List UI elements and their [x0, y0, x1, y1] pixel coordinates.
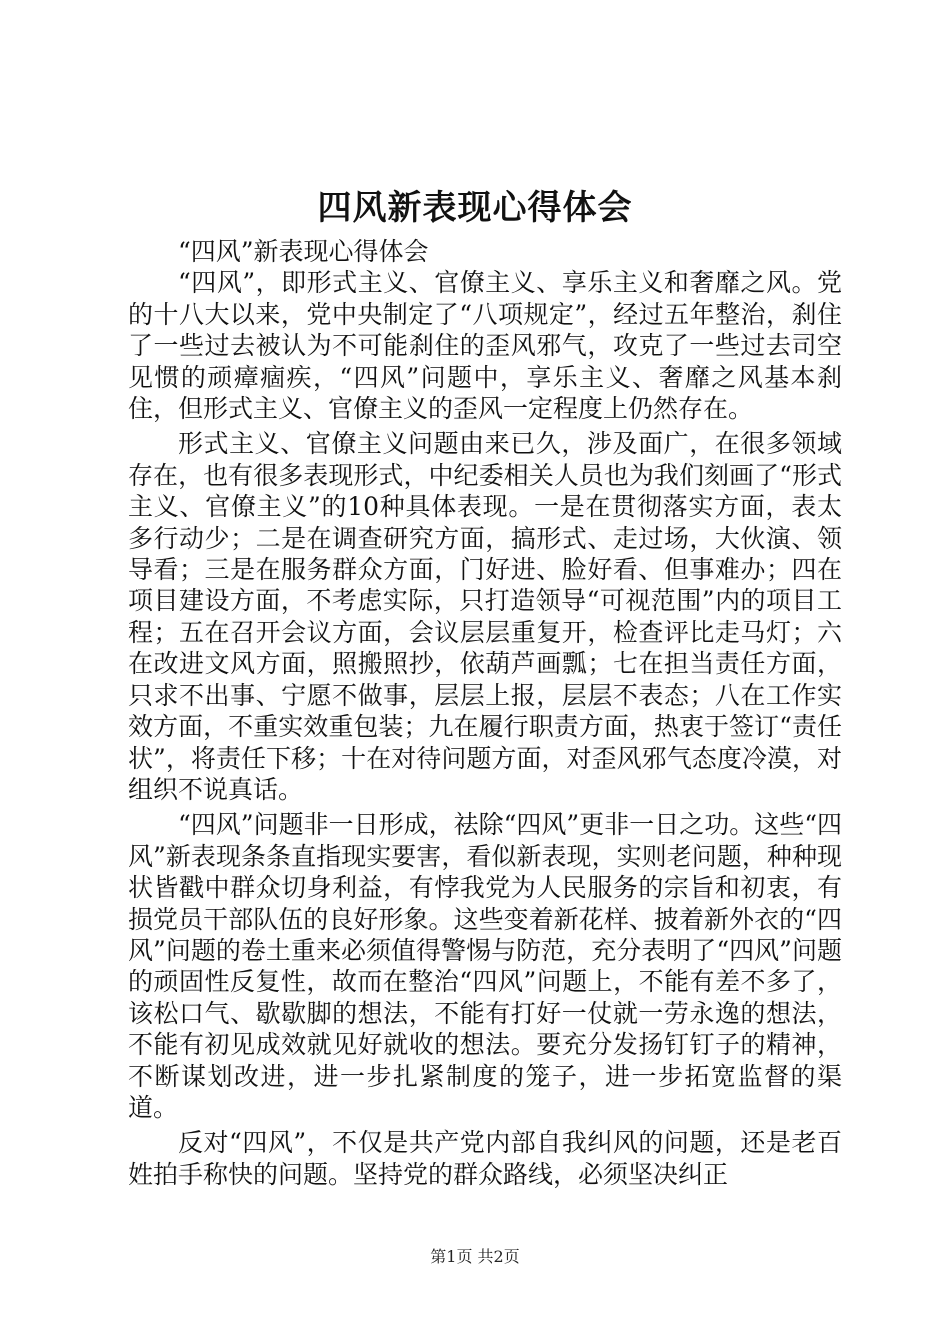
document-title: 四风新表现心得体会 — [317, 188, 633, 228]
document-subtitle: “四风”新表现心得体会 — [178, 237, 429, 266]
paragraph: 形式主义、官僚主义问题由来已久，涉及面广，在很多领域存在，也有很多表现形式，中纪委相关人员也为我们刻画了“形式主义、官僚主义”的10种具体表现。一是在贯彻落实方面，表太多行动少；二是在调查研究方面，搞形式、走过场，大伙演、领导看；三是在服务群众方面，门好进、脸好看、但事难办；四在项目建设方面，不考虑实际，只打造领导“可视范围”内的项目工程；五在召开会议方面，会议层层重复开，检查评比走马灯；六在改进文风方面，照搬照抄，依葫芦画瓢；七在担当责任方面，只求不出事、宁愿不做事，层层上报，层层不表态；八在工作实效方面，不重实效重包装；九在履行职责方面，热衷于签订“责任状”，将责任下移；十在对待问题方面，对歪风邪气态度冷漠，对组织不说真话。 — [128, 429, 842, 804]
paragraph: “四风”，即形式主义、官僚主义、享乐主义和奢靡之风。党的十八大以来，党中央制定了“八项规定”，经过五年整治，刹住了一些过去被认为不可能刹住的歪风邪气，攻克了一些过去司空见惯的顽瘴痼疾，“四风”问题中，享乐主义、奢靡之风基本刹住，但形式主义、官僚主义的歪风一定程度上仍然存在。 — [128, 268, 842, 424]
paragraph: “四风”问题非一日形成，祛除“四风”更非一日之功。这些“四风”新表现条条直指现实要害，看似新表现，实则老问题，种种现状皆戳中群众切身利益，有悖我党为人民服务的宗旨和初衷，有损党员干部队伍的良好形象。这些变着新花样、披着新外衣的“四风”问题的卷土重来必须值得警惕与防范，充分表明了“四风”问题的顽固性反复性，故而在整治“四风”问题上，不能有差不多了，该松口气、歇歇脚的想法，不能有打好一仗就一劳永逸的想法，不能有初见成效就见好就收的想法。要充分发扬钉钉子的精神，不断谋划改进，进一步扎紧制度的笼子，进一步拓宽监督的渠道。 — [128, 810, 842, 1122]
document-body — [128, 236, 842, 1194]
page-number: 第1页 共2页 — [430, 1247, 520, 1266]
paragraph: 反对“四风”，不仅是共产党内部自我纠风的问题，还是老百姓拍手称快的问题。坚持党的群众路线，必须坚决纠正 — [128, 1128, 842, 1189]
